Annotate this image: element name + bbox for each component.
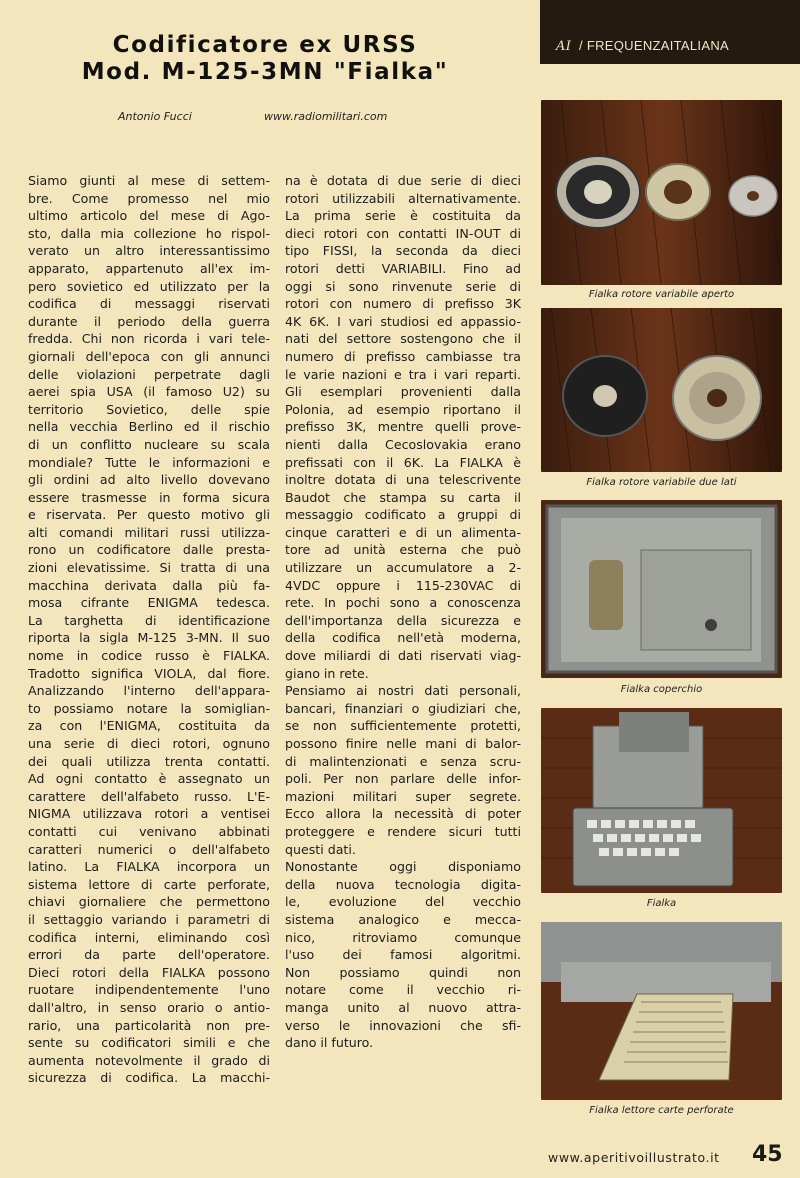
article-text-line: nienti dalla Cecoslovakia erano xyxy=(285,436,521,452)
article-text-line: dano il futuro. xyxy=(285,1035,374,1051)
article-title-line2: Mod. M-125-3MN "Fialka" xyxy=(81,59,449,85)
article-text-line: dieci rotori con contatti IN-OUT di xyxy=(285,225,521,241)
article-column-1 xyxy=(28,172,270,1087)
article-text-line: riporta la sigla M-125 3-MN. Il suo xyxy=(28,630,270,646)
section-label: / FREQUENZAITALIANA xyxy=(579,38,729,53)
article-text-line: proteggere e rendere sicuri tutti xyxy=(285,823,521,839)
article-text-line: nati del settore sostengono che il xyxy=(285,331,521,347)
article-text-line: dei quali utilizza trenta contatti. xyxy=(28,753,270,769)
machine-photo xyxy=(541,708,782,893)
article-text-line: se non sufficientemente protetti, xyxy=(285,718,521,734)
article-text-line: sistema analogico e mecca- xyxy=(285,911,521,927)
article-text-line: Non possiamo quindi non xyxy=(285,964,521,980)
article-text-line: tore ad unità esterna che può xyxy=(285,542,521,558)
article-text-line: notare come il vecchio ri- xyxy=(285,982,521,998)
article-text-line: contatti cui venivano abbinati xyxy=(28,823,270,839)
article-text-line: na è dotata di due serie di dieci xyxy=(285,173,521,188)
article-text-line: NIGMA utilizzava rotori a ventisei xyxy=(28,806,270,822)
article-text-line: sto, dalla mia collezione ho rispol- xyxy=(28,225,270,241)
article-text-line: oggi si sono rinvenute serie di xyxy=(285,278,521,294)
article-text-line: Tradotto significa VIOLA, dal fiore. xyxy=(28,665,270,681)
article-text-line: fredda. Chi non ricorda i vari tele- xyxy=(28,331,270,347)
article-text-line: verso le innovazioni che sfi- xyxy=(285,1017,521,1033)
article-text-line: rete. In pochi sono a conoscenza xyxy=(285,595,521,611)
article-text-line: dell'importanza della sicurezza e xyxy=(285,612,521,628)
article-text-line: codifica interni, eliminando così xyxy=(28,929,270,945)
article-text-line: verato un altro interessantissimo xyxy=(28,243,270,259)
article-text-line: giano in rete. xyxy=(285,665,369,681)
article-text-line: La targhetta di identificazione xyxy=(28,612,270,628)
article-text-line: ruotare indipendentemente l'uno xyxy=(28,982,270,998)
footer-website[interactable]: www.aperitivoillustrato.it xyxy=(548,1150,720,1165)
article-text-line: rotori detti VARIABILI. Fino ad xyxy=(285,260,521,276)
article-title xyxy=(30,32,500,86)
article-text-line: dall'altro, in senso orario o antio- xyxy=(28,999,270,1015)
article-text-line: ultimo articolo del mese di Ago- xyxy=(28,208,270,224)
article-column-2 xyxy=(285,172,521,1052)
article-text-line: poli. Per non parlare delle infor- xyxy=(285,771,521,787)
article-text-line: l'uso dei famosi algoritmi. xyxy=(285,947,521,963)
article-text-line: della codifica nell'età moderna, xyxy=(285,630,521,646)
article-text-line: di un conflitto nucleare su scala xyxy=(28,436,270,452)
author-website[interactable]: www.radiomilitari.com xyxy=(264,110,388,123)
article-text-line: le, evoluzione del vecchio xyxy=(285,894,521,910)
article-text-line: una serie di dieci rotori, ognuno xyxy=(28,736,270,751)
article-text-line: di malintenzionati e senza scru- xyxy=(285,753,521,769)
article-text-line: Polonia, ad esempio riportano il xyxy=(285,401,521,417)
article-text-line: giornali dell'epoca con gli annunci xyxy=(28,348,270,364)
magazine-logo-ai: AI xyxy=(556,39,572,54)
photo-caption: Fialka xyxy=(646,898,677,909)
article-text-line: durante il periodo della guerra xyxy=(28,313,270,329)
article-text-line: apparato, appartenuto all'ex im- xyxy=(28,260,270,276)
article-text-line: messaggio codificato a gruppi di xyxy=(285,507,521,523)
article-text-line: rotori utilizzabili alternativamente. xyxy=(285,190,521,206)
article-text-line: questi dati. xyxy=(285,841,356,857)
card-reader-photo xyxy=(541,922,782,1100)
article-text-line: prefisso 3K, mentre quelli prove- xyxy=(285,419,521,435)
article-text-line: possono finire nelle mani di balor- xyxy=(285,736,521,751)
article-text-line: il settaggio variando i parametri di xyxy=(28,911,270,927)
article-text-line: rario, una particolarità non pre- xyxy=(28,1017,270,1033)
article-text-line: errori da parte dell'operatore. xyxy=(28,947,270,963)
article-text-line: nome in codice russo è FIALKA. xyxy=(28,648,270,664)
article-text-line: 4K 6K. I vari studiosi ed appassio- xyxy=(285,313,521,329)
article-text-line: za con l'ENIGMA, costituita da xyxy=(28,718,270,734)
article-text-line: aerei spia USA (il famoso U2) su xyxy=(28,384,270,400)
section-header xyxy=(556,38,729,54)
article-text-line: nico, ritroviamo comunque xyxy=(285,929,521,945)
article-text-line: Dieci rotori della FIALKA possono xyxy=(28,964,270,980)
article-text-line: rotori con numero di prefisso 3K xyxy=(285,296,521,312)
article-text-line: sente su codificatori simili e che xyxy=(28,1035,270,1051)
article-text-line: utilizzare un accumulatore a 2- xyxy=(285,560,521,576)
photo-caption: Fialka coperchio xyxy=(620,684,703,695)
article-text-line: gli ordini ad alto livello dovevano xyxy=(28,472,270,488)
photo-caption: Fialka rotore variabile aperto xyxy=(588,289,735,300)
article-text-line: sistema lettore di carte perforate, xyxy=(28,876,270,892)
article-text-line: sicurezza di codifica. La macchi- xyxy=(28,1070,270,1086)
article-text-line: della nuova tecnologia digita- xyxy=(285,876,521,892)
author-name: Antonio Fucci xyxy=(118,110,192,123)
article-text-line: Pensiamo ai nostri dati personali, xyxy=(285,683,521,699)
article-text-line: essere trasmesse in forma sicura xyxy=(28,489,270,505)
article-text-line: pero sovietico ed utilizzato per la xyxy=(28,278,270,294)
article-text-line: prefissati con il 6K. La FIALKA è xyxy=(285,454,521,470)
article-text-line: territorio Sovietico, delle spie xyxy=(28,401,270,417)
page-number: 45 xyxy=(752,1142,783,1167)
article-title-line1: Codificatore ex URSS xyxy=(112,32,418,58)
article-text-line: zioni elevatissime. Si tratta di una xyxy=(28,560,270,576)
article-text-line: mazioni militari super segrete. xyxy=(285,788,521,804)
article-text-line: Gli esemplari provenienti dalla xyxy=(285,384,521,400)
article-text-line: Ecco allora la necessità di poter xyxy=(285,806,521,822)
article-text-line: 4VDC oppure i 115-230VAC di xyxy=(285,577,521,593)
article-text-line: La prima serie è costituita da xyxy=(285,208,521,224)
article-text-line: inoltre dotata di una telescrivente xyxy=(285,472,521,488)
article-text-line: bre. Come promesso nel mio xyxy=(28,190,270,206)
article-text-line: manga unito al nuovo attra- xyxy=(285,999,521,1015)
cover-photo xyxy=(541,500,782,678)
article-text-line: aumenta notevolmente il grado di xyxy=(28,1052,270,1068)
article-text-line: tipo FISSI, la seconda da dieci xyxy=(285,243,521,259)
article-text-line: to possiamo notare la somiglian- xyxy=(28,700,270,716)
article-text-line: Baudot che stampa su carta il xyxy=(285,489,521,505)
article-text-line: macchina derivata dalla più fa- xyxy=(28,577,270,593)
article-text-line: bancari, finanziari o giudiziari che, xyxy=(285,700,521,716)
article-text-line: codifica di messaggi riservati xyxy=(28,296,270,312)
article-text-line: mosa cifrante ENIGMA tedesca. xyxy=(28,595,270,611)
article-text-line: le varie nazioni e tra i vari reparti. xyxy=(285,366,521,382)
article-text-line: alti comandi militari russi utilizza- xyxy=(28,524,270,540)
article-text-line: Analizzando l'interno dell'appara- xyxy=(28,683,270,699)
article-text-line: dove miliardi di dati riservati viag- xyxy=(285,648,521,664)
rotor-open-photo xyxy=(541,100,782,285)
article-text-line: Nonostante oggi disponiamo xyxy=(285,859,521,875)
section-header-tab xyxy=(540,0,800,64)
article-text-line: Ad ogni contatto è assegnato un xyxy=(28,771,270,787)
article-text-line: mondiale? Tutte le informazioni e xyxy=(28,454,270,470)
article-text-line: caratteri numerici o dell'alfabeto xyxy=(28,841,270,857)
article-text-line: rono un codificatore dalle presta- xyxy=(28,542,270,558)
article-text-line: chiavi giornaliere che permettono xyxy=(28,894,270,910)
photo-caption: Fialka lettore carte perforate xyxy=(589,1105,734,1116)
article-text-line: numero di prefisso cambiasse tra xyxy=(285,348,521,364)
article-text-line: cinque caratteri e di un alimenta- xyxy=(285,524,521,540)
article-text-line: latino. La FIALKA incorpora un xyxy=(28,859,270,875)
rotor-two-sides-photo xyxy=(541,308,782,472)
article-text-line: e riservata. Per questo motivo gli xyxy=(28,507,270,523)
article-text-line: Siamo giunti al mese di settem- xyxy=(28,173,270,188)
article-text-line: nella vecchia Berlino ed il rischio xyxy=(28,419,270,435)
article-text-line: delle violazioni perpetrate dagli xyxy=(28,366,270,382)
article-text-line: carattere dell'alfabeto russo. L'E- xyxy=(28,788,270,804)
photo-caption: Fialka rotore variabile due lati xyxy=(586,477,737,488)
